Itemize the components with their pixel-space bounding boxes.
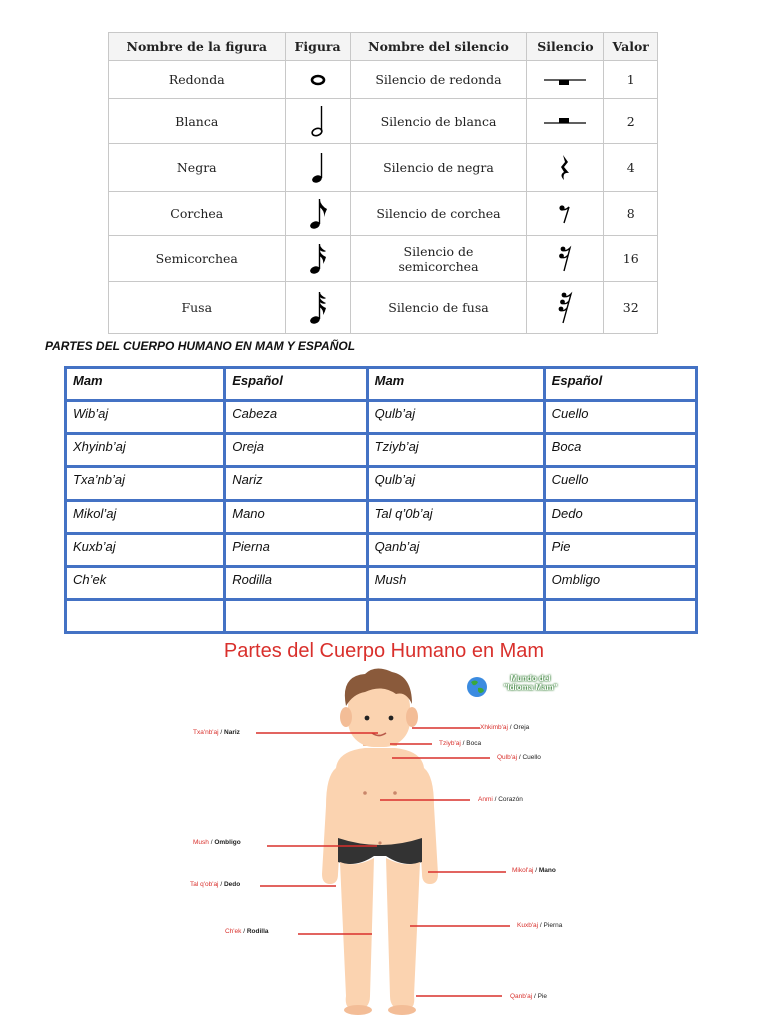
column-header: Mam [367, 368, 544, 401]
table-row [109, 99, 658, 144]
table-cell: Cuello [544, 467, 696, 500]
table-row [66, 500, 697, 533]
table-row [66, 566, 697, 599]
value: 16 [604, 236, 658, 282]
table-cell: Xhyinb’aj [66, 434, 225, 467]
table-cell: Ombligo [544, 566, 696, 599]
rest-name-line2: semicorchea [398, 258, 479, 274]
diagram-title: Partes del Cuerpo Humano en Mam [223, 640, 545, 662]
figure-name: Blanca [109, 99, 286, 144]
table-cell: Tal q’0b’aj [367, 500, 544, 533]
label-pierna: Kuxb'aj / Pierna [517, 922, 563, 929]
label-ombligo: Mush / Ombligo [193, 839, 241, 846]
table-row [66, 533, 697, 566]
table-row [66, 401, 697, 434]
quarter-rest-icon [527, 144, 604, 192]
music-figures-table [108, 32, 658, 334]
label-corazon: Anmi / Corazón [478, 796, 523, 803]
table-row-empty [66, 599, 697, 632]
thirty-second-rest-icon [527, 282, 604, 334]
figure-name: Negra [109, 144, 286, 192]
table-cell: Qulb’aj [367, 401, 544, 434]
rest-name: Silencio de redonda [350, 61, 527, 99]
rest-name: Silencio de corchea [350, 192, 527, 236]
table-cell: Mush [367, 566, 544, 599]
table-cell: Rodilla [225, 566, 367, 599]
table-cell: Mano [225, 500, 367, 533]
boy-illustration [322, 668, 438, 1015]
label-pie: Qanb'aj / Pie [510, 993, 548, 1000]
rest-name: Silencio de blanca [350, 99, 527, 144]
rest-name: Silencio de negra [350, 144, 527, 192]
sixteenth-rest-icon [527, 236, 604, 282]
table-cell: Txa’nb’aj [66, 467, 225, 500]
column-header: Mam [66, 368, 225, 401]
table-cell: Wib’aj [66, 401, 225, 434]
table-row [109, 192, 658, 236]
table-cell: Cuello [544, 401, 696, 434]
rest-name: Silencio de fusa [350, 282, 527, 334]
badge-line1: Mundo del [510, 674, 551, 683]
label-oreja: Xhkimb'aj / Oreja [480, 724, 530, 731]
quarter-note-icon [285, 144, 350, 192]
table-cell: Pierna [225, 533, 367, 566]
eighth-rest-icon [527, 192, 604, 236]
table-cell: Kuxb’aj [66, 533, 225, 566]
figure-name: Corchea [109, 192, 286, 236]
eighth-note-icon [285, 192, 350, 236]
body-diagram [160, 636, 610, 1020]
table-cell: Boca [544, 434, 696, 467]
label-cuello: Qulb'aj / Cuello [497, 754, 541, 761]
whole-note-icon [285, 61, 350, 99]
table-row [109, 61, 658, 99]
column-header: Nombre del silencio [350, 33, 527, 61]
table-header-row [109, 33, 658, 61]
label-mano: Mikol'aj / Mano [512, 867, 556, 874]
table-row [66, 467, 697, 500]
table-cell: Pie [544, 533, 696, 566]
label-boca: Tziyb'aj / Boca [439, 740, 482, 747]
half-note-icon [285, 99, 350, 144]
table-cell: Ch’ek [66, 566, 225, 599]
section-heading: PARTES DEL CUERPO HUMANO EN MAM Y ESPAÑOL [45, 339, 356, 353]
table-cell [544, 599, 696, 632]
sixteenth-note-icon [285, 236, 350, 282]
whole-rest-icon [527, 61, 604, 99]
table-cell: Nariz [225, 467, 367, 500]
table-header-row [66, 368, 697, 401]
column-header: Español [544, 368, 696, 401]
table-cell [225, 599, 367, 632]
value: 2 [604, 99, 658, 144]
table-row [109, 144, 658, 192]
table-cell: Qulb’aj [367, 467, 544, 500]
value: 32 [604, 282, 658, 334]
badge-line2: "Idioma Mam" [503, 683, 558, 692]
table-cell: Cabeza [225, 401, 367, 434]
figure-name: Semicorchea [109, 236, 286, 282]
body-parts-table [64, 366, 698, 634]
value: 8 [604, 192, 658, 236]
half-rest-icon [527, 99, 604, 144]
column-header: Nombre de la figura [109, 33, 286, 61]
column-header: Figura [285, 33, 350, 61]
label-dedo: Tal q'ob'aj / Dedo [190, 881, 241, 888]
column-header: Silencio [527, 33, 604, 61]
table-cell: Tziyb’aj [367, 434, 544, 467]
column-header: Valor [604, 33, 658, 61]
rest-name [350, 236, 527, 282]
table-cell [66, 599, 225, 632]
table-row [109, 282, 658, 334]
table-cell: Mikol’aj [66, 500, 225, 533]
column-header: Español [225, 368, 367, 401]
figure-name: Redonda [109, 61, 286, 99]
label-nariz: Txa'nb'aj / Nariz [193, 729, 240, 736]
thirty-second-note-icon [285, 282, 350, 334]
table-cell: Qanb’aj [367, 533, 544, 566]
value: 4 [604, 144, 658, 192]
table-cell [367, 599, 544, 632]
label-rodilla: Ch'ek / Rodilla [225, 928, 269, 935]
table-row [66, 434, 697, 467]
table-cell: Dedo [544, 500, 696, 533]
table-row [109, 236, 658, 282]
table-cell: Oreja [225, 434, 367, 467]
rest-name-line1: Silencio de [403, 243, 474, 259]
figure-name: Fusa [109, 282, 286, 334]
value: 1 [604, 61, 658, 99]
